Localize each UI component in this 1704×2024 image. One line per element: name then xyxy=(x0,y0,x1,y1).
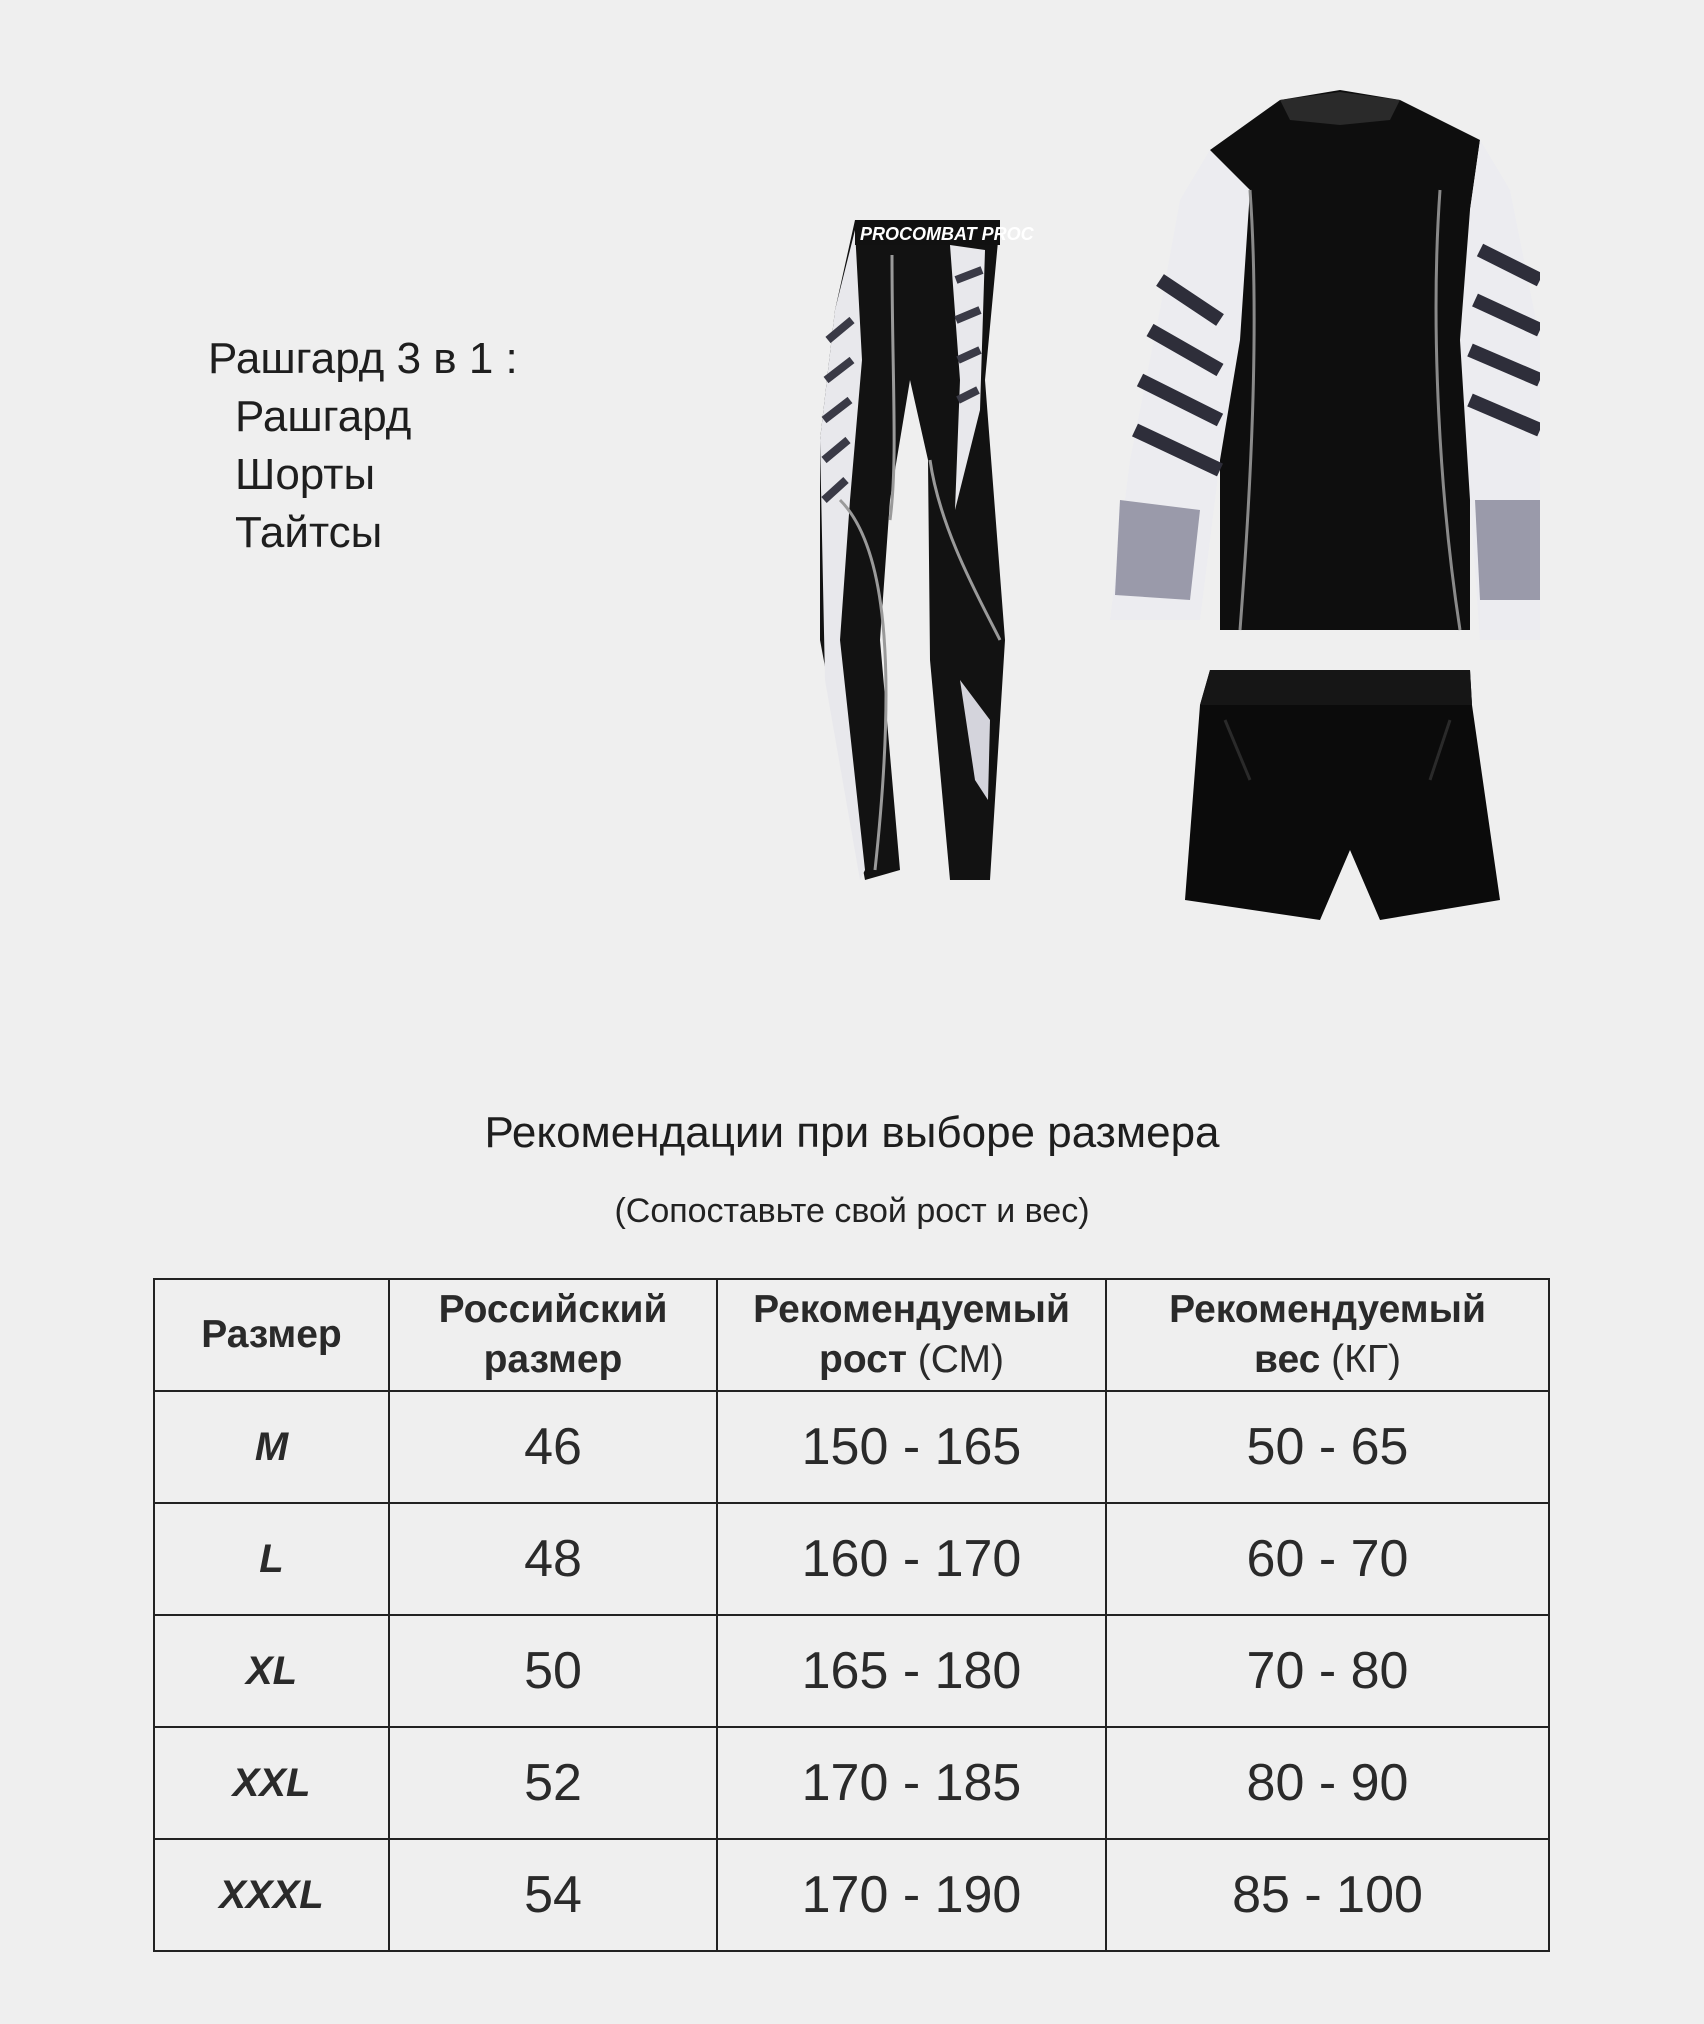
kit-item-tights: Тайтсы xyxy=(235,508,383,557)
height-cell: 170 - 190 xyxy=(717,1839,1106,1951)
weight-cell: 70 - 80 xyxy=(1106,1615,1549,1727)
ru-size-cell: 46 xyxy=(389,1391,717,1503)
size-table-header-row xyxy=(154,1279,1549,1391)
ru-size-cell: 52 xyxy=(389,1727,717,1839)
height-cell: 150 - 165 xyxy=(717,1391,1106,1503)
col-header-ru-size: Российский размер xyxy=(389,1279,717,1391)
height-cell: 165 - 180 xyxy=(717,1615,1106,1727)
ru-size-cell: 54 xyxy=(389,1839,717,1951)
col-header-size: Размер xyxy=(154,1279,389,1391)
table-row xyxy=(154,1503,1549,1615)
product-photos xyxy=(780,80,1540,1070)
ru-size-cell: 50 xyxy=(389,1615,717,1727)
table-row xyxy=(154,1727,1549,1839)
size-cell: XXXL xyxy=(154,1839,389,1951)
weight-cell: 85 - 100 xyxy=(1106,1839,1549,1951)
table-row xyxy=(154,1839,1549,1951)
weight-cell: 50 - 65 xyxy=(1106,1391,1549,1503)
size-guide-subheading: (Сопоставьте свой рост и вес) xyxy=(614,1192,1090,1230)
shorts-image xyxy=(1185,670,1500,920)
size-guide-heading: Рекомендации при выборе размера xyxy=(484,1108,1220,1157)
product-illustration xyxy=(780,80,1540,1070)
size-cell: XXL xyxy=(154,1727,389,1839)
size-cell: M xyxy=(154,1391,389,1503)
weight-cell: 80 - 90 xyxy=(1106,1727,1549,1839)
size-cell: XL xyxy=(154,1615,389,1727)
kit-item-shorts: Шорты xyxy=(235,450,376,499)
size-cell: L xyxy=(154,1503,389,1615)
table-row xyxy=(154,1615,1549,1727)
height-cell: 170 - 185 xyxy=(717,1727,1106,1839)
tights-image xyxy=(820,220,1035,880)
kit-item-rashguard: Рашгард xyxy=(235,392,412,441)
table-row xyxy=(154,1391,1549,1503)
height-cell: 160 - 170 xyxy=(717,1503,1106,1615)
size-table xyxy=(153,1278,1550,1952)
kit-description xyxy=(208,330,518,562)
weight-cell: 60 - 70 xyxy=(1106,1503,1549,1615)
ru-size-cell: 48 xyxy=(389,1503,717,1615)
waistband-text: PROCOMBAT PROC xyxy=(860,224,1034,244)
kit-title: Рашгард 3 в 1 : xyxy=(208,334,518,383)
rashguard-image xyxy=(1110,90,1540,640)
col-header-weight: Рекомендуемый вес (КГ) xyxy=(1106,1279,1549,1391)
col-header-height: Рекомендуемый рост (СМ) xyxy=(717,1279,1106,1391)
